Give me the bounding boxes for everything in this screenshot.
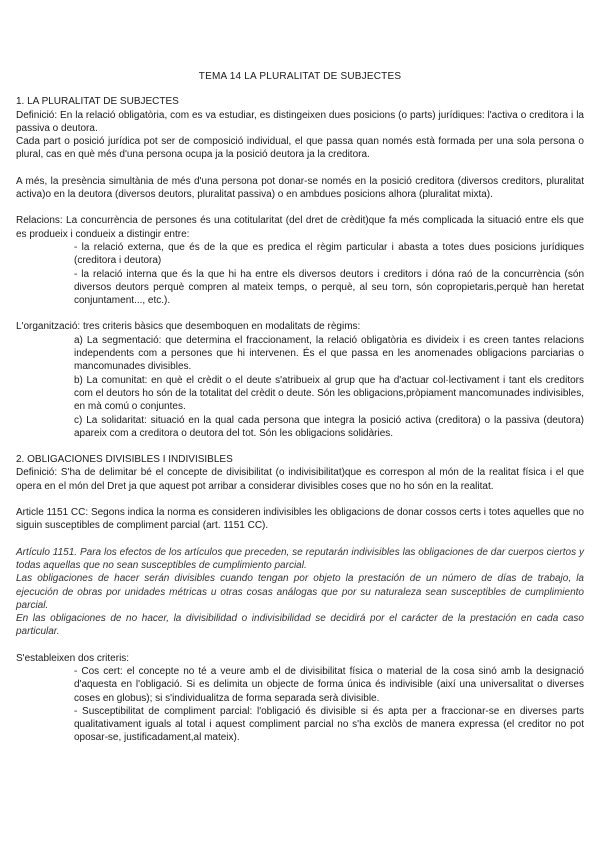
list-item: a) La segmentació: que determina el fraccionament, la relació obligatòria es divideix i es creen tantes relacions independents com a persones que hi intervenen. És el que passa en les anomenades obligacions parciarias o mancomunades divisibles. (74, 334, 584, 373)
criteris-paragraph: S'estableixen dos criteris: (16, 652, 130, 664)
spacer (16, 533, 584, 546)
list-item: b) La comunitat: en què el crèdit o el deute s'atribueix al grup que ha d'actuar col·lectivament i tant els creditors com el deutors ho són de la totalitat del crèdit o deute. Són les obligacions,pròpiament mancomunades indivisibles, en mà comú o conjuntes. (74, 374, 584, 413)
list-item: - Susceptibilitat de compliment parcial: l'obligació és divisible si és apta per a fraccionar-se en diverses parts qualitativament iguals al total i aquest compliment parcial no s'ha exclòs de manera expressa (el creditor no pot oposar-se, justificadament,al mateix). (74, 705, 584, 744)
relacions-paragraph: Relacions: La concurrència de persones és una cotitularitat (del dret de crèdit)que fa més complicada la situació entre els que es produeix i condueix a distingir entre: (16, 215, 584, 240)
list-item: - la relació externa, que és de la que es predica el règim particular i abasta a totes dues posicions jurídiques (creditora i deutora) (74, 241, 584, 267)
list-item: - la relació interna que és la que hi ha entre els diversos deutors i creditors i dóna raó de la concurrència (són diversos deutors perquè compren al mateix temps, o perquè, al seu torn, són copropietaris,perquè han heretat conjuntament..., etc.). (74, 268, 584, 307)
document-title: TEMA 14 LA PLURALITAT DE SUBJECTES (198, 71, 402, 82)
spacer (16, 307, 584, 320)
spacer (16, 201, 584, 214)
quote-paragraph: En las obligaciones de no hacer, la divisibilidad o indivisibilidad se decidirá por el carácter de la prestación en cada caso particular. (16, 613, 584, 638)
definicio-paragraph: Definició: En la relació obligatòria, com es va estudiar, es distingeixen dues posicions (o parts) jurídiques: l'activa o creditora i la passiva o deutora. (16, 109, 584, 134)
criteris-list (74, 665, 584, 745)
organitzacio-paragraph: L'organització: tres criteris bàsics que desemboquen en modalitats de règims: (16, 321, 361, 333)
quote-paragraph: Las obligaciones de hacer serán divisibles cuando tengan por objeto la prestación de un número de días de trabajo, la ejecución de obras por unidades métricas u otras cosas análogas que por su naturaleza sean susceptibles de cumplimiento parcial. (16, 573, 584, 611)
spacer (16, 639, 584, 652)
list-item: - Cos cert: el concepte no té a veure amb el de divisibilitat física o material de la cosa sinó amb la designació d'aquesta en l'obligació. Si es delimita un objecte de forma única és indivisible (així una universalitat o diverses coses en globus); si s'individualitza de forma separada serà divisible. (74, 665, 584, 704)
presencia-paragraph: A més, la presència simultània de més d'una persona pot donar-se només en la posició creditora (diversos creditors, pluralitat activa)o en la deutora (diversos deutors, pluralitat passiva) o en ambdues posicions alhora (pluralitat mixta). (16, 175, 584, 201)
section-2-heading: 2. OBLIGACIONES DIVISIBLES I INDIVISIBLES (16, 454, 233, 466)
list-item: c) La solidaritat: situació en la qual cada persona que integra la posició activa (creditora) o la passiva (deutora) apareix com a creditora o deutora del tot. Són les obligacions solidàries. (74, 414, 584, 439)
spacer (16, 440, 584, 453)
spacer (16, 162, 584, 175)
relacions-list (74, 241, 584, 307)
section-1-heading: 1. LA PLURALITAT DE SUBJECTES (16, 96, 179, 108)
spacer (16, 493, 584, 506)
article-1151-paragraph: Article 1151 CC: Segons indica la norma es consideren indivisibles les obligacions de donar cossos certs i totes aquelles que no siguin susceptibles de compliment parcial (art. 1151 CC). (16, 507, 584, 532)
composicio-paragraph: Cada part o posició jurídica pot ser de composició individual, el que passa quan només està formada per una sola persona o plural, cas en què més d'una persona ocupa ja la posició deutora ja la creditora. (16, 136, 584, 161)
organitzacio-list (74, 334, 584, 440)
definicio-2-paragraph: Definició: S'ha de delimitar bé el concepte de divisibilitat (o indivisibilitat)que es correspon al món de la realitat física i el que opera en el món del Dret ja que aquest pot arribar a considerar divisibles coses que no ho són en la realitat. (16, 467, 584, 492)
quote-paragraph: Artículo 1151. Para los efectos de los artículos que preceden, se reputarán indivisibles las obligaciones de dar cuerpos ciertos y todas aquellas que no sean susceptibles de cumplimiento parcial. (16, 546, 584, 571)
